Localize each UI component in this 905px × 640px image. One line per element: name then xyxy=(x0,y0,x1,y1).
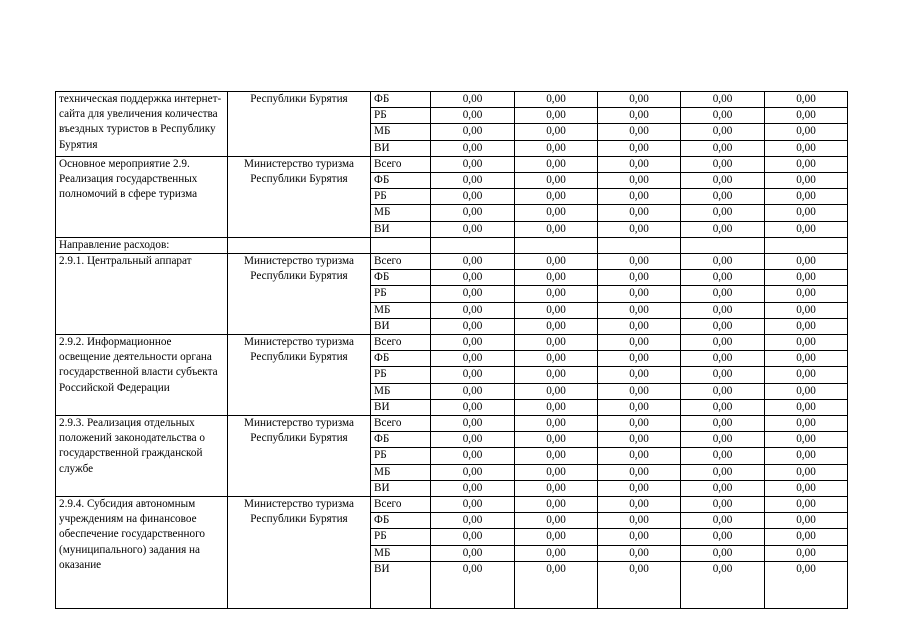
empty-cell xyxy=(765,237,848,253)
amount-cell: 0,00 xyxy=(681,464,765,480)
amount-cell: 0,00 xyxy=(765,92,848,108)
funding-source: РБ xyxy=(371,529,431,545)
amount-cell: 0,00 xyxy=(431,529,515,545)
amount-cell: 0,00 xyxy=(598,497,681,513)
amount-cell: 0,00 xyxy=(515,254,598,270)
responsible-executor: Республики Бурятия xyxy=(228,92,371,157)
amount-cell: 0,00 xyxy=(598,367,681,383)
amount-cell: 0,00 xyxy=(681,189,765,205)
amount-cell: 0,00 xyxy=(765,173,848,189)
amount-cell: 0,00 xyxy=(515,270,598,286)
funding-source: ВИ xyxy=(371,140,431,156)
amount-cell: 0,00 xyxy=(765,480,848,496)
amount-cell: 0,00 xyxy=(515,529,598,545)
amount-cell: 0,00 xyxy=(765,335,848,351)
empty-cell xyxy=(371,237,431,253)
responsible-executor: Министерство туризма Республики Бурятия xyxy=(228,156,371,237)
amount-cell: 0,00 xyxy=(681,173,765,189)
amount-cell: 0,00 xyxy=(598,254,681,270)
funding-source: ВИ xyxy=(371,399,431,415)
amount-cell: 0,00 xyxy=(681,480,765,496)
amount-cell: 0,00 xyxy=(765,383,848,399)
funding-source: МБ xyxy=(371,545,431,561)
funding-source: ВИ xyxy=(371,318,431,334)
empty-cell xyxy=(681,237,765,253)
amount-cell: 0,00 xyxy=(431,416,515,432)
amount-cell: 0,00 xyxy=(681,513,765,529)
amount-cell: 0,00 xyxy=(598,270,681,286)
amount-cell: 0,00 xyxy=(515,173,598,189)
amount-cell: 0,00 xyxy=(765,367,848,383)
amount-cell: 0,00 xyxy=(598,156,681,172)
amount-cell: 0,00 xyxy=(431,270,515,286)
amount-cell: 0,00 xyxy=(681,302,765,318)
amount-cell: 0,00 xyxy=(431,335,515,351)
amount-cell: 0,00 xyxy=(598,448,681,464)
funding-source: Всего xyxy=(371,497,431,513)
amount-cell: 0,00 xyxy=(431,545,515,561)
amount-cell: 0,00 xyxy=(765,124,848,140)
amount-cell: 0,00 xyxy=(598,513,681,529)
funding-source: МБ xyxy=(371,464,431,480)
amount-cell: 0,00 xyxy=(681,335,765,351)
amount-cell: 0,00 xyxy=(765,318,848,334)
amount-cell: 0,00 xyxy=(765,108,848,124)
amount-cell: 0,00 xyxy=(681,497,765,513)
amount-cell: 0,00 xyxy=(765,254,848,270)
amount-cell: 0,00 xyxy=(681,351,765,367)
table-row xyxy=(56,254,848,270)
amount-cell: 0,00 xyxy=(598,561,681,608)
amount-cell: 0,00 xyxy=(681,205,765,221)
amount-cell: 0,00 xyxy=(431,108,515,124)
amount-cell: 0,00 xyxy=(681,399,765,415)
amount-cell: 0,00 xyxy=(431,383,515,399)
responsible-executor: Министерство туризма Республики Бурятия xyxy=(228,416,371,497)
amount-cell: 0,00 xyxy=(765,302,848,318)
funding-source: Всего xyxy=(371,335,431,351)
section-header: Направление расходов: xyxy=(56,237,228,253)
amount-cell: 0,00 xyxy=(681,124,765,140)
amount-cell: 0,00 xyxy=(515,335,598,351)
amount-cell: 0,00 xyxy=(431,318,515,334)
funding-source: ВИ xyxy=(371,480,431,496)
activity-name: 2.9.1. Центральный аппарат xyxy=(56,254,228,335)
funding-source: РБ xyxy=(371,108,431,124)
amount-cell: 0,00 xyxy=(598,399,681,415)
amount-cell: 0,00 xyxy=(598,383,681,399)
funding-source: РБ xyxy=(371,286,431,302)
amount-cell: 0,00 xyxy=(515,286,598,302)
amount-cell: 0,00 xyxy=(515,108,598,124)
amount-cell: 0,00 xyxy=(598,205,681,221)
table-row xyxy=(56,416,848,432)
amount-cell: 0,00 xyxy=(431,367,515,383)
amount-cell: 0,00 xyxy=(765,351,848,367)
amount-cell: 0,00 xyxy=(515,480,598,496)
amount-cell: 0,00 xyxy=(431,140,515,156)
amount-cell: 0,00 xyxy=(765,156,848,172)
amount-cell: 0,00 xyxy=(515,205,598,221)
amount-cell: 0,00 xyxy=(681,108,765,124)
amount-cell: 0,00 xyxy=(681,254,765,270)
table-row xyxy=(56,92,848,108)
amount-cell: 0,00 xyxy=(598,124,681,140)
amount-cell: 0,00 xyxy=(765,448,848,464)
empty-cell xyxy=(431,237,515,253)
amount-cell: 0,00 xyxy=(681,561,765,608)
amount-cell: 0,00 xyxy=(515,448,598,464)
amount-cell: 0,00 xyxy=(765,286,848,302)
amount-cell: 0,00 xyxy=(681,270,765,286)
empty-cell xyxy=(228,237,371,253)
funding-source: МБ xyxy=(371,205,431,221)
amount-cell: 0,00 xyxy=(431,432,515,448)
amount-cell: 0,00 xyxy=(515,221,598,237)
amount-cell: 0,00 xyxy=(431,221,515,237)
amount-cell: 0,00 xyxy=(598,286,681,302)
amount-cell: 0,00 xyxy=(598,464,681,480)
amount-cell: 0,00 xyxy=(515,464,598,480)
amount-cell: 0,00 xyxy=(598,189,681,205)
amount-cell: 0,00 xyxy=(765,497,848,513)
funding-source: РБ xyxy=(371,189,431,205)
amount-cell: 0,00 xyxy=(431,351,515,367)
activity-name: 2.9.2. Информационное освещение деятельности органа государственной власти субъекта Российской Федерации xyxy=(56,335,228,416)
funding-table xyxy=(55,91,848,609)
funding-source: Всего xyxy=(371,156,431,172)
amount-cell: 0,00 xyxy=(765,432,848,448)
amount-cell: 0,00 xyxy=(681,221,765,237)
amount-cell: 0,00 xyxy=(515,432,598,448)
amount-cell: 0,00 xyxy=(681,545,765,561)
amount-cell: 0,00 xyxy=(765,513,848,529)
funding-source: МБ xyxy=(371,383,431,399)
amount-cell: 0,00 xyxy=(681,448,765,464)
amount-cell: 0,00 xyxy=(598,108,681,124)
amount-cell: 0,00 xyxy=(515,513,598,529)
table-row xyxy=(56,497,848,513)
empty-cell xyxy=(515,237,598,253)
amount-cell: 0,00 xyxy=(598,92,681,108)
activity-name: 2.9.4. Субсидия автономным учреждениям на финансовое обеспечение государственного (муниципального) задания на оказание xyxy=(56,497,228,609)
amount-cell: 0,00 xyxy=(515,367,598,383)
amount-cell: 0,00 xyxy=(431,156,515,172)
amount-cell: 0,00 xyxy=(681,432,765,448)
funding-source: ФБ xyxy=(371,173,431,189)
amount-cell: 0,00 xyxy=(765,221,848,237)
amount-cell: 0,00 xyxy=(598,432,681,448)
amount-cell: 0,00 xyxy=(681,286,765,302)
funding-source: ФБ xyxy=(371,270,431,286)
amount-cell: 0,00 xyxy=(598,545,681,561)
amount-cell: 0,00 xyxy=(765,545,848,561)
amount-cell: 0,00 xyxy=(515,302,598,318)
amount-cell: 0,00 xyxy=(598,173,681,189)
funding-source: ВИ xyxy=(371,561,431,608)
amount-cell: 0,00 xyxy=(431,399,515,415)
amount-cell: 0,00 xyxy=(681,92,765,108)
table-body xyxy=(56,92,848,609)
activity-name: 2.9.3. Реализация отдельных положений законодательства о государственной гражданской службе xyxy=(56,416,228,497)
amount-cell: 0,00 xyxy=(765,189,848,205)
amount-cell: 0,00 xyxy=(431,189,515,205)
amount-cell: 0,00 xyxy=(598,302,681,318)
amount-cell: 0,00 xyxy=(765,399,848,415)
amount-cell: 0,00 xyxy=(765,529,848,545)
funding-source: Всего xyxy=(371,416,431,432)
activity-name: Основное мероприятие 2.9. Реализация государственных полномочий в сфере туризма xyxy=(56,156,228,237)
funding-source: ВИ xyxy=(371,221,431,237)
amount-cell: 0,00 xyxy=(765,561,848,608)
amount-cell: 0,00 xyxy=(681,529,765,545)
amount-cell: 0,00 xyxy=(598,335,681,351)
amount-cell: 0,00 xyxy=(431,464,515,480)
activity-name: техническая поддержка интернет-сайта для увеличения количества въездных туристов в Республику Бурятия xyxy=(56,92,228,157)
amount-cell: 0,00 xyxy=(681,367,765,383)
funding-source: РБ xyxy=(371,367,431,383)
amount-cell: 0,00 xyxy=(598,221,681,237)
amount-cell: 0,00 xyxy=(515,383,598,399)
amount-cell: 0,00 xyxy=(515,156,598,172)
funding-source: ФБ xyxy=(371,513,431,529)
amount-cell: 0,00 xyxy=(515,189,598,205)
amount-cell: 0,00 xyxy=(431,302,515,318)
amount-cell: 0,00 xyxy=(515,124,598,140)
amount-cell: 0,00 xyxy=(515,140,598,156)
amount-cell: 0,00 xyxy=(515,561,598,608)
empty-cell xyxy=(598,237,681,253)
table-row xyxy=(56,335,848,351)
amount-cell: 0,00 xyxy=(681,318,765,334)
amount-cell: 0,00 xyxy=(765,140,848,156)
amount-cell: 0,00 xyxy=(515,318,598,334)
amount-cell: 0,00 xyxy=(515,399,598,415)
amount-cell: 0,00 xyxy=(515,545,598,561)
funding-source: МБ xyxy=(371,124,431,140)
amount-cell: 0,00 xyxy=(431,497,515,513)
table-row xyxy=(56,156,848,172)
funding-source: РБ xyxy=(371,448,431,464)
funding-source: Всего xyxy=(371,254,431,270)
funding-source: ФБ xyxy=(371,92,431,108)
amount-cell: 0,00 xyxy=(765,416,848,432)
funding-source: ФБ xyxy=(371,432,431,448)
responsible-executor: Министерство туризма Республики Бурятия xyxy=(228,254,371,335)
amount-cell: 0,00 xyxy=(431,254,515,270)
responsible-executor: Министерство туризма Республики Бурятия xyxy=(228,335,371,416)
amount-cell: 0,00 xyxy=(765,464,848,480)
funding-source: ФБ xyxy=(371,351,431,367)
amount-cell: 0,00 xyxy=(515,416,598,432)
amount-cell: 0,00 xyxy=(431,561,515,608)
amount-cell: 0,00 xyxy=(598,416,681,432)
amount-cell: 0,00 xyxy=(431,513,515,529)
amount-cell: 0,00 xyxy=(431,173,515,189)
amount-cell: 0,00 xyxy=(765,270,848,286)
amount-cell: 0,00 xyxy=(431,480,515,496)
amount-cell: 0,00 xyxy=(681,140,765,156)
funding-source: МБ xyxy=(371,302,431,318)
amount-cell: 0,00 xyxy=(598,351,681,367)
amount-cell: 0,00 xyxy=(515,497,598,513)
responsible-executor: Министерство туризма Республики Бурятия xyxy=(228,497,371,609)
amount-cell: 0,00 xyxy=(681,416,765,432)
amount-cell: 0,00 xyxy=(598,529,681,545)
section-header-row xyxy=(56,237,848,253)
amount-cell: 0,00 xyxy=(681,156,765,172)
amount-cell: 0,00 xyxy=(515,92,598,108)
amount-cell: 0,00 xyxy=(515,351,598,367)
amount-cell: 0,00 xyxy=(765,205,848,221)
amount-cell: 0,00 xyxy=(681,383,765,399)
amount-cell: 0,00 xyxy=(598,318,681,334)
amount-cell: 0,00 xyxy=(431,286,515,302)
amount-cell: 0,00 xyxy=(598,140,681,156)
amount-cell: 0,00 xyxy=(598,480,681,496)
amount-cell: 0,00 xyxy=(431,124,515,140)
amount-cell: 0,00 xyxy=(431,92,515,108)
amount-cell: 0,00 xyxy=(431,205,515,221)
amount-cell: 0,00 xyxy=(431,448,515,464)
